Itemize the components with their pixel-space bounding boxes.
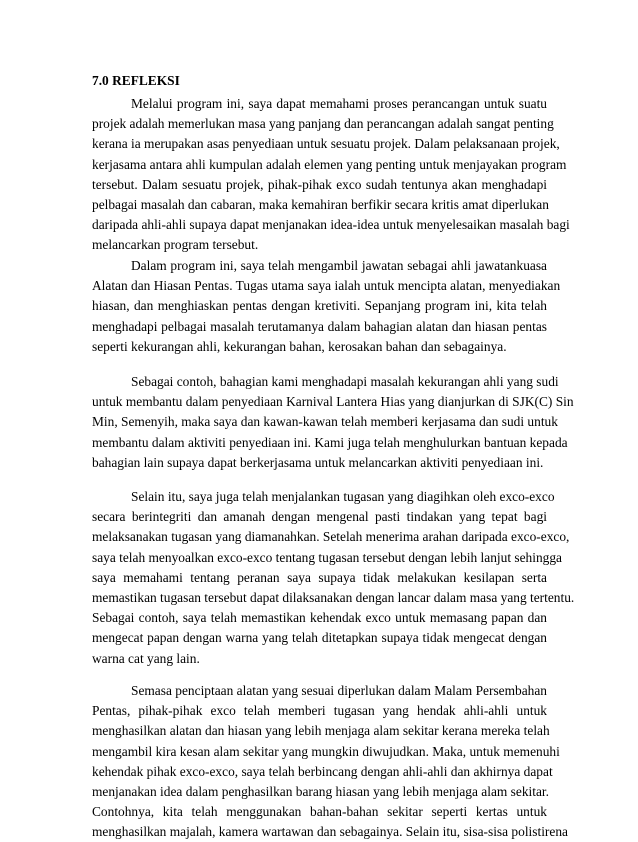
paragraph-3-line: membantu dalam aktiviti penyediaan ini. Kami juga telah menghulurkan bantuan kepada bbox=[92, 434, 568, 450]
paragraph-1-line: kerjasama antara ahli kumpulan adalah elemen yang penting untuk menjayakan program bbox=[92, 156, 567, 172]
paragraph-3-line: untuk membantu dalam penyediaan Karnival Lantera Hias yang dianjurkan di SJK(C) Sin bbox=[92, 394, 574, 410]
paragraph-4-line: saya memahami tentang peranan saya supaya tidak melakukan kesilapan serta bbox=[92, 569, 547, 585]
paragraph-4-line: Sebagai contoh, saya telah memastikan kehendak exco untuk memasang papan dan bbox=[92, 610, 547, 626]
paragraph-5-line: menghasilkan alatan dan hiasan yang lebih menjaga alam sekitar kerana mereka telah bbox=[92, 723, 550, 739]
paragraph-4-line: saya telah menyoalkan exco-exco tentang tugasan tersebut dengan lebih lanjut sehingga bbox=[92, 549, 562, 565]
paragraph-5-line: Contohnya, kita telah menggunakan bahan-bahan sekitar seperti kertas untuk bbox=[92, 804, 547, 820]
paragraph-1-line: kerana ia merupakan asas penyediaan untuk sesuatu projek. Dalam pelaksanaan projek, bbox=[92, 136, 560, 152]
paragraph-1-line: melancarkan program tersebut. bbox=[92, 237, 259, 253]
paragraph-4-line: mengecat papan dengan warna yang telah ditetapkan supaya tidak mengecat dengan bbox=[92, 630, 547, 646]
paragraph-5-line: mengambil kira kesan alam sekitar yang mungkin diwujudkan. Maka, untuk memenuhi bbox=[92, 743, 560, 759]
paragraph-4-line: Selain itu, saya juga telah menjalankan tugasan yang diagihkan oleh exco-exco bbox=[131, 489, 555, 504]
section-heading: 7.0 REFLEKSI bbox=[92, 73, 180, 88]
paragraph-1-line: tersebut. Dalam sesuatu projek, pihak-pihak exco sudah tentunya akan menghadapi bbox=[92, 176, 547, 192]
paragraph-5-line: kehendak pihak exco-exco, saya telah berbincang dengan ahli-ahli dan akhirnya dapat bbox=[92, 763, 553, 779]
paragraph-2-line: Dalam program ini, saya telah mengambil jawatan sebagai ahli jawatankuasa bbox=[131, 258, 547, 273]
paragraph-5-line: Pentas, pihak-pihak exco telah memberi tugasan yang hendak ahli-ahli untuk bbox=[92, 703, 547, 719]
paragraph-2-line: hiasan, dan menghiaskan pentas dengan kretiviti. Sepanjang program ini, kita telah bbox=[92, 298, 547, 314]
paragraph-5-line: Semasa penciptaan alatan yang sesuai diperlukan dalam Malam Persembahan bbox=[131, 683, 547, 698]
paragraph-4-line: warna cat yang lain. bbox=[92, 650, 200, 666]
paragraph-4-line: secara berintegriti dan amanah dengan mengenal pasti tindakan yang tepat bagi bbox=[92, 509, 547, 525]
paragraph-3-line: Sebagai contoh, bahagian kami menghadapi masalah kekurangan ahli yang sudi bbox=[131, 374, 559, 389]
paragraph-1-line: daripada ahli-ahli supaya dapat menjanakan idea-idea untuk menyelesaikan masalah bagi bbox=[92, 217, 570, 233]
paragraph-4-line: melaksanakan tugasan yang diamanahkan. Setelah menerima arahan daripada exco-exco, bbox=[92, 529, 570, 545]
paragraph-5-line: menjanakan idea dalam penghasilkan barang hiasan yang lebih menjaga alam sekitar. bbox=[92, 784, 549, 799]
paragraph-3-line: bahagian lain supaya dapat berkerjasama untuk melancarkan aktiviti penyediaan ini. bbox=[92, 454, 544, 470]
paragraph-1-line: pelbagai masalah dan cabaran, maka kemahiran berfikir secara kritis amat diperlukan bbox=[92, 197, 549, 212]
paragraph-2-line: menghadapi pelbagai masalah terutamanya dalam bahagian alatan dan hiasan pentas bbox=[92, 318, 547, 334]
paragraph-1-line: Melalui program ini, saya dapat memahami proses perancangan untuk suatu bbox=[131, 96, 547, 111]
paragraph-3-line: Min, Semenyih, maka saya dan kawan-kawan telah memberi kerjasama dan sudi untuk bbox=[92, 414, 558, 430]
paragraph-4-line: memastikan tugasan tersebut dapat dilaksanakan dengan lancar dalam masa yang tertentu. bbox=[92, 590, 575, 605]
paragraph-2-line: Alatan dan Hiasan Pentas. Tugas utama saya ialah untuk mencipta alatan, menyediakan bbox=[92, 278, 561, 294]
paragraph-1-line: projek adalah memerlukan masa yang panjang dan perancangan adalah sangat penting bbox=[92, 116, 554, 132]
paragraph-5-line: menghasilkan majalah, kamera wartawan dan sebagainya. Selain itu, sisa-sisa polistirena bbox=[92, 824, 568, 840]
paragraph-2-line: seperti kekurangan ahli, kekurangan bahan, kerosakan bahan dan sebagainya. bbox=[92, 338, 507, 354]
